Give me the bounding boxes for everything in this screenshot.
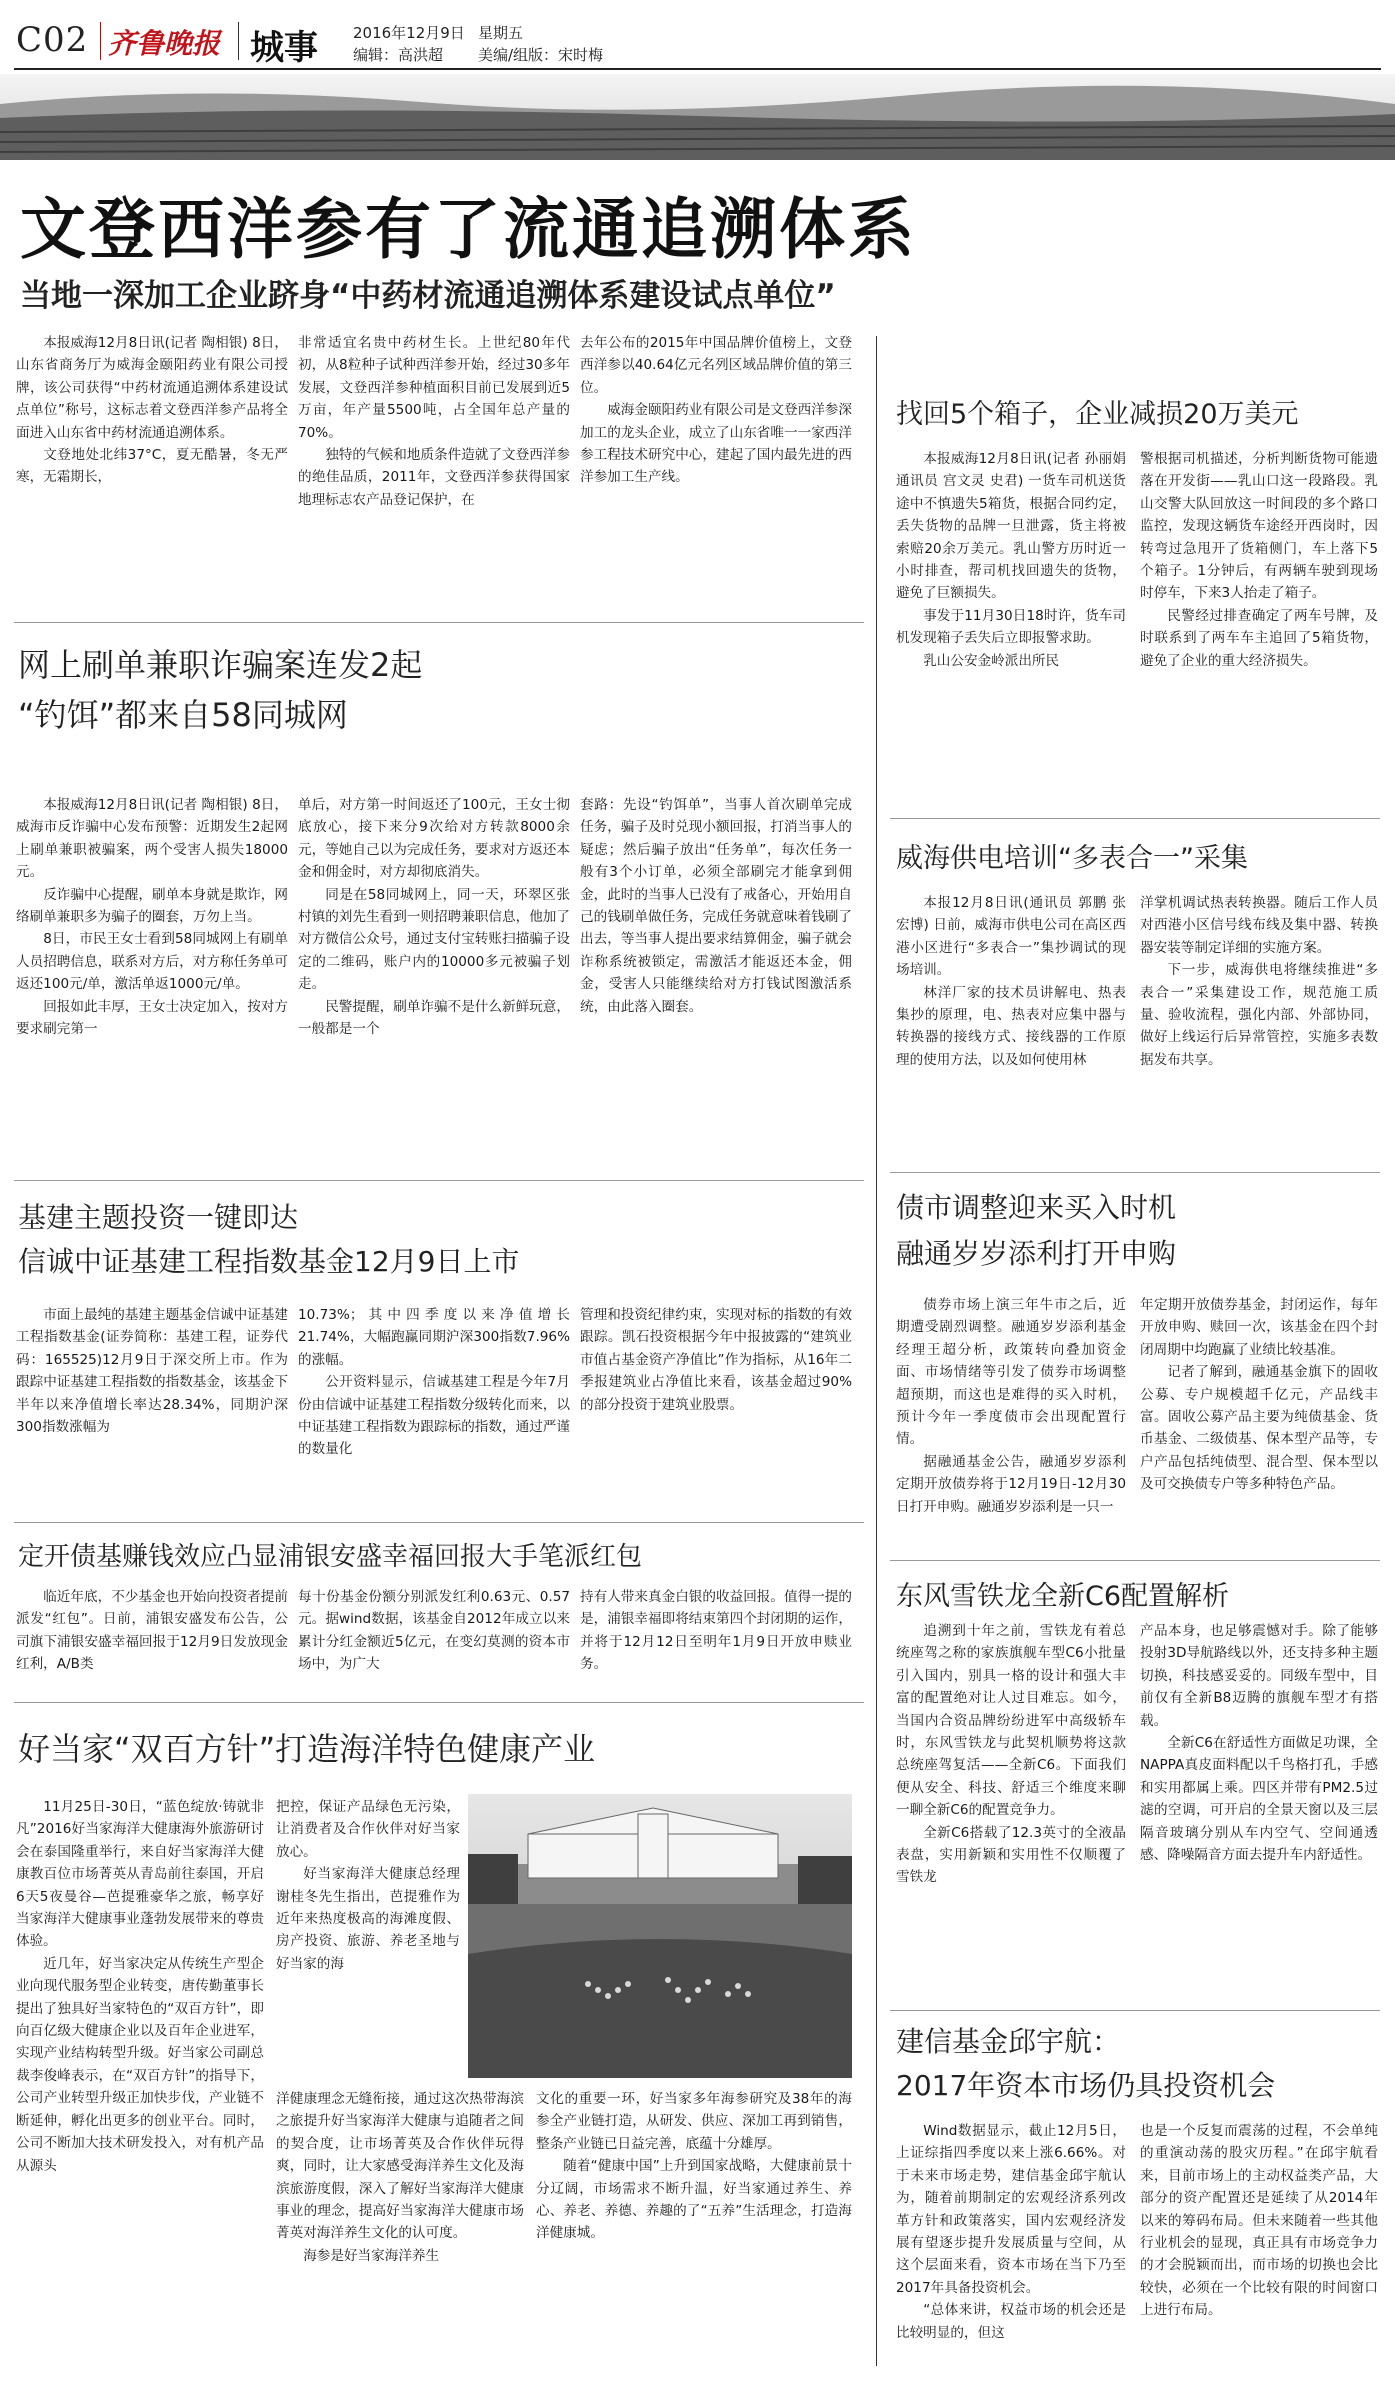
lead-p1: 本报威海12月8日讯(记者 陶相银) 8日，山东省商务厅为威海金颐阳药业有限公司授牌，该公司获得“中药材流通追溯体系建设试点单位”称号，这标志着文登西洋参产品将全面进入山东省中药材流通追溯体系。 xyxy=(16,335,288,441)
bond-p4: 记者了解到，融通基金旗下的固收公募、专户规模超千亿元，产品线丰富。固收公募产品主要为纯债基金、货币基金、二级债基、保本型产品等，专户产品包括纯债型、混合型、保本型以及可交换债专户等多种特色产品。 xyxy=(1140,1364,1378,1493)
car-p3: 产品本身，也足够震憾对手。除了能够投射3D导航路线以外，还支持多种主题切换，科技感妥妥的。同级车型中，目前仅有全新B8迈腾的旗舰车型才有搭载。 xyxy=(1140,1623,1378,1729)
fraud-col-2 xyxy=(298,794,570,1160)
infra-p1: 市面上最纯的基建主题基金信诚中证基建工程指数基金(证券简称：基建工程，证券代码：165525)12月9日于深交所上市。作为跟踪中证基建工程指数的指数基金，该基金下半年以来净值增长率达28.34%，同期沪深300指数涨幅为 xyxy=(16,1307,288,1436)
lead-col-1 xyxy=(16,332,288,612)
dividend-col-1 xyxy=(16,1586,288,1698)
ccb-col-1 xyxy=(896,2120,1126,2378)
fraud-col-3 xyxy=(580,794,852,1160)
infra-col-2 xyxy=(298,1304,570,1522)
masthead-divider xyxy=(100,22,101,60)
ginseng-field-photo-art xyxy=(0,74,1395,160)
lead-col-3 xyxy=(580,332,852,612)
box-p5: 民警经过排查确定了两车号牌，及时联系到了两车车主追回了5箱货物，避免了企业的重大经济损失。 xyxy=(1140,607,1378,669)
bond-title-2: 融通岁岁添利打开申购 xyxy=(896,1237,1177,1270)
issue-date: 2016年12月9日 xyxy=(353,24,465,42)
page-number: C02 xyxy=(16,20,89,60)
ccb-title-2: 2017年资本市场仍具投资机会 xyxy=(896,2069,1276,2102)
dividend-p1: 临近年底，不少基金也开始向投资者提前派发“红包”。日前，浦银安盛发布公告，公司旗下浦银安盛幸福回报于12月9日发放现金红利，A/B类 xyxy=(16,1589,288,1673)
ocean-col-1 xyxy=(16,1796,264,2376)
editor-credit: 编辑：高洪超 xyxy=(353,46,444,64)
ocean-col-3 xyxy=(536,2088,852,2378)
issue-weekday: 星期五 xyxy=(478,24,524,42)
infra-p4: 管理和投资纪律约束，实现对标的指数的有效跟踪。凯石投资根据今年中报披露的“建筑业市值占基金资产净值比”作为指标，从16年二季报建筑业占净值比来看，该基金超过90%的部分投资于建筑业股票。 xyxy=(580,1307,852,1413)
lead-col-2 xyxy=(298,332,570,612)
section-name: 城事 xyxy=(250,28,318,68)
car-p1: 追溯到十年之前，雪铁龙有着总统座驾之称的家族旗舰车型C6小批量引入国内，别具一格的设计和强大丰富的配置绝对让人过目难忘。如今，当国内合资品牌纷纷进军中高级轿车时，东风雪铁龙与此契机顺势将这款总统座驾复活——全新C6。下面我们便从安全、科技、舒适三个维度来聊一聊全新C6的配置竞争力。 xyxy=(896,1623,1126,1819)
infra-p2: 10.73%；其中四季度以来净值增长21.74%，大幅跑赢同期沪深300指数7.96%的涨幅。 xyxy=(298,1307,570,1368)
fraud-p5: 单后，对方第一时间返还了100元，王女士彻底放心，接下来分9次给对方转款8000余元，等她自己以为完成任务，要求对方返还本金和佣金时，对方却彻底消失。 xyxy=(298,797,570,881)
ocean-p2: 近几年，好当家决定从传统生产型企业向现代服务型企业转变，唐传勤董事长提出了独具好当家特色的“双百方针”，即向百亿级大健康企业以及百年企业进军，实现产业结构转型升级。好当家公司副总裁李俊峰表示，在“双百方针”的指导下，公司产业转型升级正加快步伐，产业链不断延伸，孵化出更多的创业平台。同时，公司不断加大技术研发投入，对有机产品从源头 xyxy=(16,1955,264,2174)
ocean-p5: 洋健康理念无缝衔接，通过这次热带海滨之旅提升好当家海洋大健康与追随者之间的契合度，让市场菁英及合作伙伴玩得爽，同时，让大家感受海洋养生文化及海滨旅游度假，深入了解好当家海洋大健康事业的理念，提高好当家海洋大健康市场菁英对海洋养生文化的认可度。 xyxy=(276,2091,524,2242)
paper-logo: 齐鲁晚报 xyxy=(108,27,221,60)
car-p2: 全新C6搭载了12.3英寸的全液晶表盘，实用新颖和实用性不仅顺覆了雪铁龙 xyxy=(896,1824,1126,1886)
power-p3: 洋掌机调试热表转换器。随后工作人员对西港小区信号线布线及集中器、转换器安装等制定详细的实施方案。 xyxy=(1140,895,1378,956)
bond-p2: 据融通基金公告，融通岁岁添利定期开放债券将于12月19日-12月30日打开申购。融通岁岁添利是一只一 xyxy=(896,1453,1126,1515)
box-p2: 事发于11月30日18时许，货车司机发现箱子丢失后立即报警求助。 xyxy=(896,607,1126,647)
fraud-p8: 套路：先设“钓饵单”，当事人首次刷单完成任务，骗子及时兑现小额回报，打消当事人的疑虑；然后骗子放出“任务单”，每次任务一般有3个小订单，必须全部刷完才能拿到佣金，此时的当事人已没有了戒备心，开始用自己的钱刷单做任务，完成任务就意味着钱刷了出去，等当事人提出要求结算佣金，骗子就会诈称系统被锁定，需激活才能返还本金，佣金，受害人只能继续给对方打钱试图激活系统，由此落入圈套。 xyxy=(580,797,852,1015)
divider-ocean xyxy=(14,1702,864,1703)
power-p4: 下一步，威海供电将继续推进“多表合一”采集建设工作，规范施工质量、验收流程，强化内部、外部协同，做好上线运行后异常管控，实施多表数据发布共享。 xyxy=(1140,962,1378,1068)
divider-fraud xyxy=(14,622,864,623)
divider-infra xyxy=(14,1180,864,1181)
box-title: 找回5个箱子，企业减损20万美元 xyxy=(896,399,1299,430)
bond-col-1 xyxy=(896,1294,1126,1556)
car-title: 东风雪铁龙全新C6配置解析 xyxy=(896,1581,1230,1612)
car-col-2 xyxy=(1140,1620,1378,2004)
fraud-p6: 同是在58同城网上，同一天，环翠区张村镇的刘先生看到一则招聘兼职信息，他加了对方微信公众号，通过支付宝转账扫描骗子设定的二维码，账户内的10000多元被骗子划走。 xyxy=(298,886,570,993)
dividend-col-2 xyxy=(298,1586,570,1698)
fraud-p4: 回报如此丰厚，王女士决定加入，按对方要求刷完第一 xyxy=(16,998,288,1038)
fraud-p1: 本报威海12月8日讯(记者 陶相银) 8日，威海市反诈骗中心发布预警：近期发生2起网上刷单兼职被骗案，两个受害人损失18000元。 xyxy=(16,797,288,881)
ccb-p1: Wind数据显示，截止12月5日，上证综指四季度以来上涨6.66%。对于未来市场走势，建信基金邱宇航认为，随着前期制定的宏观经济系列改革方针和政策落实，国内宏观经济发展有望逐步提升发展质量与空间，从这个层面来看，资本市场在当下乃至2017年具备投资机会。 xyxy=(896,2123,1126,2296)
lead-title: 文登西洋参有了流通追溯体系 xyxy=(20,190,917,268)
divider-bond xyxy=(890,1172,1380,1173)
power-col-1 xyxy=(896,892,1126,1164)
ocean-p7: 文化的重要一环，好当家多年海参研究及38年的海参全产业链打造，从研发、供应、深加工再到销售，整条产业链已日益完善，底蕴十分雄厚。 xyxy=(536,2091,852,2152)
ocean-p8: 随着“健康中国”上升到国家战略，大健康前景十分辽阔，市场需求不断升温，好当家通过养生、养心、养老、养德、养趣的了“五养”生活理念，打造海洋健康城。 xyxy=(536,2158,852,2242)
lead-p3: 非常适宜名贵中药材生长。上世纪80年代初，从8粒种子试种西洋参开始，经过30多年发展，文登西洋参种植面积目前已发展到近5万亩，年产量5500吨，占全国年总产量的70%。 xyxy=(298,335,570,441)
design-credit: 美编/组版：宋时梅 xyxy=(478,46,604,64)
fraud-p2: 反诈骗中心提醒，刷单本身就是欺诈，网络刷单兼职多为骗子的圈套，万勿上当。 xyxy=(16,886,288,926)
power-p1: 本报12月8日讯(通讯员 郭鹏 张宏博) 日前，威海市供电公司在高区西港小区进行“多表合一”集抄调试的现场培训。 xyxy=(896,895,1126,979)
bond-col-2 xyxy=(1140,1294,1378,1556)
bond-p1: 债券市场上演三年牛市之后，近期遭受剧烈调整。融通岁岁添利基金经理王超分析，政策转向叠加资金面、市场情绪等引发了债券市场调整超预期，而这也是难得的买入时机，预计今年一季度债市会出现配置行情。 xyxy=(896,1297,1126,1448)
divider-ccb xyxy=(890,2010,1380,2011)
infra-col-3 xyxy=(580,1304,852,1522)
divider-power xyxy=(890,818,1380,819)
dividend-col-3 xyxy=(580,1586,852,1698)
car-col-1 xyxy=(896,1620,1126,2004)
ccb-p2: “总体来讲，权益市场的机会还是比较明显的，但这 xyxy=(896,2302,1126,2341)
masthead-rule xyxy=(14,68,1381,70)
box-col-2 xyxy=(1140,448,1378,808)
ocean-p3: 把控，保证产品绿色无污染，让消费者及合作伙伴对好当家放心。 xyxy=(276,1799,460,1860)
power-title: 威海供电培训“多表合一”采集 xyxy=(896,843,1248,874)
fraud-title-2: “钓饵”都来自58同城网 xyxy=(18,696,348,734)
lead-p4: 独特的气候和地质条件造就了文登西洋参的绝佳品质，2011年，文登西洋参获得国家地理标志农产品登记保护，在 xyxy=(298,447,570,508)
group-photo xyxy=(468,1794,852,2078)
lead-subtitle: 当地一深加工企业跻身“中药材流通追溯体系建设试点单位” xyxy=(20,278,836,314)
group-photo-art xyxy=(468,1794,852,2078)
fraud-p7: 民警提醒，刷单诈骗不是什么新鲜玩意，一般都是一个 xyxy=(298,998,570,1038)
ocean-col-2b xyxy=(276,2088,524,2378)
infra-title-2: 信诚中证基建工程指数基金12月9日上市 xyxy=(18,1245,520,1278)
car-p4: 全新C6在舒适性方面做足功课，全NAPPA真皮面料配以千鸟格打孔，手感和实用都属上乘。四区并带有PM2.5过滤的空调，可开启的全景天窗以及三层隔音玻璃分别从车内空气、空间通透感、降噪隔音方面去提升车内舒适性。 xyxy=(1140,1735,1378,1864)
power-col-2 xyxy=(1140,892,1378,1164)
infra-col-1 xyxy=(16,1304,288,1522)
fraud-p3: 8日，市民王女士看到58同城网上有刷单人员招聘信息，联系对方后，对方称任务单可返还100元/单，激活单返1000元/单。 xyxy=(16,931,288,993)
fraud-col-1 xyxy=(16,794,288,1160)
bond-title-1: 债市调整迎来买入时机 xyxy=(896,1191,1177,1224)
ccb-p3: 也是一个反复而震荡的过程，不会单纯的重演动荡的股灾历程。”在邱宇航看来，目前市场上的主动权益类产品，大部分的资产配置还是延续了从2014年以来的筹码布局。但未来随着一些其他行业机会的显现，真正具有市场竞争力的才会脱颖而出，而市场的切换也会比较快，必须在一个比较有限的时间窗口上进行布局。 xyxy=(1140,2123,1378,2319)
ocean-p6: 海参是好当家海洋养生 xyxy=(303,2247,440,2264)
box-p4: 警根据司机描述，分析判断货物可能遗落在开发街——乳山口这一段路段。乳山交警大队回放这一时间段的多个路口监控，发现这辆货车途经开西岗时，因转弯过急甩开了货箱侧门，车上落下5个箱子。1分钟后，有两辆车驶到现场时停车，下来3人抬走了箱子。 xyxy=(1140,451,1378,602)
lead-p5: 去年公布的2015年中国品牌价值榜上，文登西洋参以40.64亿元名列区域品牌价值的第三位。 xyxy=(580,335,852,396)
ocean-p4: 好当家海洋大健康总经理谢桂冬先生指出，芭提雅作为近年来热度极高的海滩度假、房产投资、旅游、养老圣地与好当家的海 xyxy=(276,1866,460,1972)
divider-car xyxy=(890,1560,1380,1561)
ccb-col-2 xyxy=(1140,2120,1378,2378)
fraud-title-1: 网上刷单兼职诈骗案连发2起 xyxy=(18,646,423,684)
ccb-title-1: 建信基金邱宇航： xyxy=(896,2025,1121,2058)
power-p2: 林洋厂家的技术员讲解电、热表集抄的原理，电、热表对应集中器与转换器的接线方式、接线器的工作原理的使用方法，以及如何使用林 xyxy=(896,984,1126,1068)
lead-p6: 威海金颐阳药业有限公司是文登西洋参深加工的龙头企业，成立了山东省唯一一家西洋参工程技术研究中心，建起了国内最先进的西洋参加工生产线。 xyxy=(580,402,852,486)
divider-dividend xyxy=(14,1522,864,1523)
right-column-rule xyxy=(876,336,877,2366)
ocean-title: 好当家“双百方针”打造海洋特色健康产业 xyxy=(18,1730,596,1768)
infra-p3: 公开资料显示，信诚基建工程是今年7月份由信诚中证基建工程指数分级转化而来，以中证基建工程指数为跟踪标的指数，通过严谨的数量化 xyxy=(298,1374,570,1458)
ginseng-field-photo xyxy=(0,74,1395,160)
box-p1: 本报威海12月8日讯(记者 孙丽娟 通讯员 宫文灵 史君) 一货车司机送货途中不慎遗失5箱货，根据合同约定，丢失货物的品牌一旦泄露，货主将被索赔20余万美元。乳山警方历时近一小时排查，帮司机找回遗失的货物，避免了巨额损失。 xyxy=(896,451,1126,602)
dividend-p2: 每十份基金份额分别派发红利0.63元、0.57元。据wind数据，该基金自2012年成立以来累计分红金额近5亿元，在变幻莫测的资本市场中，为广大 xyxy=(298,1589,570,1673)
ocean-col-2 xyxy=(276,1796,460,2066)
bond-p3: 年定期开放债券基金，封闭运作，每年开放申购、赎回一次，该基金在四个封闭周期中均跑赢了业绩比较基准。 xyxy=(1140,1297,1378,1358)
lead-p2: 文登地处北纬37°C，夏无酷暑，冬无严寒，无霜期长， xyxy=(16,447,288,486)
dividend-title: 定开债基赚钱效应凸显浦银安盛幸福回报大手笔派红包 xyxy=(18,1542,643,1572)
dividend-p3: 持有人带来真金白银的收益回报。值得一提的是，浦银幸福即将结束第四个封闭期的运作，并将于12月12日至明年1月9日开放申赎业务。 xyxy=(580,1589,852,1673)
box-p3: 乳山公安金岭派出所民 xyxy=(923,652,1060,669)
infra-title-1: 基建主题投资一键即达 xyxy=(18,1201,299,1234)
masthead-divider-2 xyxy=(238,22,239,60)
ocean-p1: 11月25日-30日，“蓝色绽放·铸就非凡”2016好当家海洋大健康海外旅游研讨会在泰国隆重举行，来自好当家海洋大健康教百位市场菁英从青岛前往泰国，开启6天5夜曼谷—芭提雅豪华之旅，畅享好当家海洋大健康事业蓬勃发展带来的尊贵体验。 xyxy=(16,1799,264,1950)
box-col-1 xyxy=(896,448,1126,808)
